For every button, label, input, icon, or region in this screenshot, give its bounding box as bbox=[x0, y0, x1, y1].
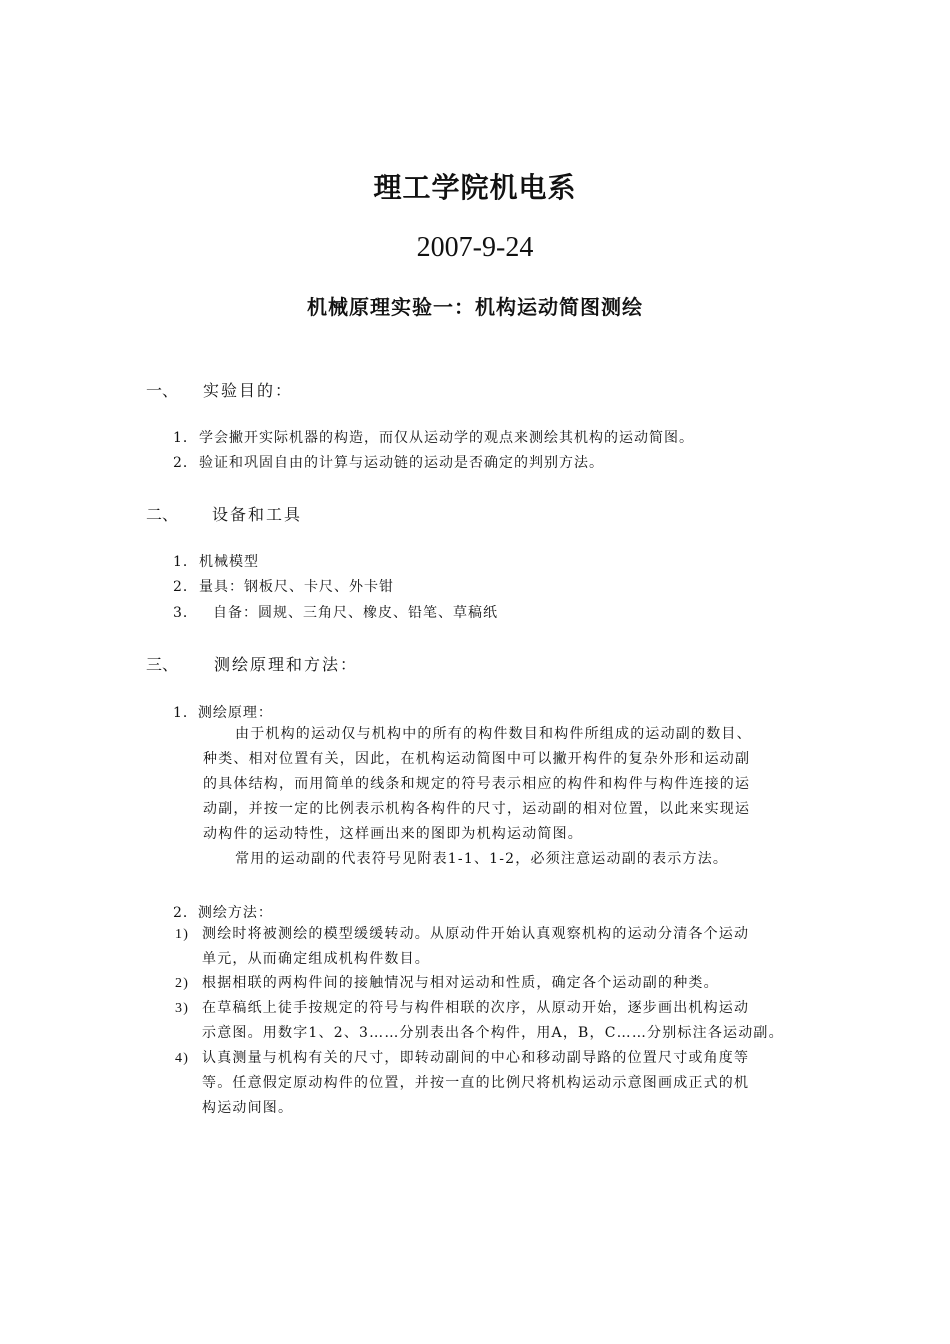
list-item bbox=[173, 602, 498, 622]
method-heading: 2．测绘方法： bbox=[173, 905, 273, 921]
step-line: 等。任意假定原动构件的位置，并按一直的比例尺将机构运动示意图画成正式的机 bbox=[202, 1075, 750, 1091]
step-number: 2) bbox=[175, 976, 190, 991]
paragraph-line: 由于机构的运动仅与机构中的所有的构件数目和构件所组成的运动副的数目、 bbox=[235, 726, 752, 742]
list-item bbox=[173, 452, 604, 472]
step-line: 根据相联的两构件间的接触情况与相对运动和性质，确定各个运动副的种类。 bbox=[202, 975, 719, 991]
method-step bbox=[175, 971, 719, 996]
document-date: 2007-9-24 bbox=[416, 232, 534, 263]
list-item-number: 1． bbox=[173, 430, 198, 446]
method-step bbox=[175, 996, 784, 1046]
list-item bbox=[173, 551, 259, 571]
principle-note: 常用的运动副的代表符号见附表1-1、1-2，必须注意运动副的表示方法。 bbox=[235, 851, 729, 867]
step-line: 认真测量与机构有关的尺寸，即转动副间的中心和移动副导路的位置尺寸或角度等 bbox=[202, 1050, 750, 1066]
list-item-text: 验证和巩固自由的计算与运动链的运动是否确定的判别方法。 bbox=[199, 455, 604, 471]
list-item bbox=[173, 576, 394, 596]
step-line: 单元，从而确定组成机构件数目。 bbox=[202, 951, 430, 967]
principle-paragraph bbox=[203, 722, 752, 872]
experiment-title: 机械原理实验一：机构运动简图测绘 bbox=[307, 295, 643, 319]
list-item-text: 机械模型 bbox=[199, 554, 259, 570]
section-3-number: 三、 bbox=[146, 655, 179, 674]
list-item-text: 自备：圆规、三角尺、橡皮、铅笔、草稿纸 bbox=[213, 605, 498, 621]
step-line: 示意图。用数字1、2、3……分别表出各个构件，用A，B，C……分别标注各运动副。 bbox=[202, 1025, 784, 1041]
paragraph-line: 的具体结构，而用简单的线条和规定的符号表示相应的构件和构件与构件连接的运 bbox=[203, 776, 751, 792]
list-item-number: 1． bbox=[173, 554, 198, 570]
document-title: 理工学院机电系 bbox=[373, 171, 577, 204]
step-line: 构运动间图。 bbox=[202, 1100, 294, 1116]
paragraph-line: 种类、相对位置有关，因此，在机构运动简图中可以撇开构件的复杂外形和运动副 bbox=[203, 751, 751, 767]
step-number: 1) bbox=[175, 927, 190, 942]
step-line: 测绘时将被测绘的模型缓缓转动。从原动件开始认真观察机构的运动分清各个运动 bbox=[202, 926, 750, 942]
list-item-text: 量具：钢板尺、卡尺、外卡钳 bbox=[199, 579, 394, 595]
section-2-title: 设备和工具 bbox=[212, 505, 303, 524]
principle-heading: 1．测绘原理： bbox=[173, 705, 273, 721]
list-item-number: 3． bbox=[173, 605, 198, 621]
paragraph-line: 动构件的运动特性，这样画出来的图即为机构运动简图。 bbox=[203, 826, 583, 842]
list-item bbox=[173, 427, 694, 447]
list-item-number: 2． bbox=[173, 455, 198, 471]
method-step bbox=[175, 1046, 749, 1121]
list-item-number: 2． bbox=[173, 579, 198, 595]
section-1-number: 一、 bbox=[146, 381, 179, 400]
paragraph-line: 动副，并按一定的比例表示机构各构件的尺寸，运动副的相对位置，以此来实现运 bbox=[203, 801, 751, 817]
section-2-number: 二、 bbox=[146, 505, 179, 524]
section-1-title: 实验目的： bbox=[203, 381, 294, 400]
step-number: 3) bbox=[175, 1001, 190, 1016]
list-item-text: 学会撇开实际机器的构造，而仅从运动学的观点来测绘其机构的运动简图。 bbox=[199, 430, 694, 446]
step-line: 在草稿纸上徒手按规定的符号与构件相联的次序，从原动开始，逐步画出机构运动 bbox=[202, 1000, 750, 1016]
method-step bbox=[175, 922, 749, 972]
step-number: 4) bbox=[175, 1051, 190, 1066]
section-3-title: 测绘原理和方法： bbox=[214, 655, 359, 674]
